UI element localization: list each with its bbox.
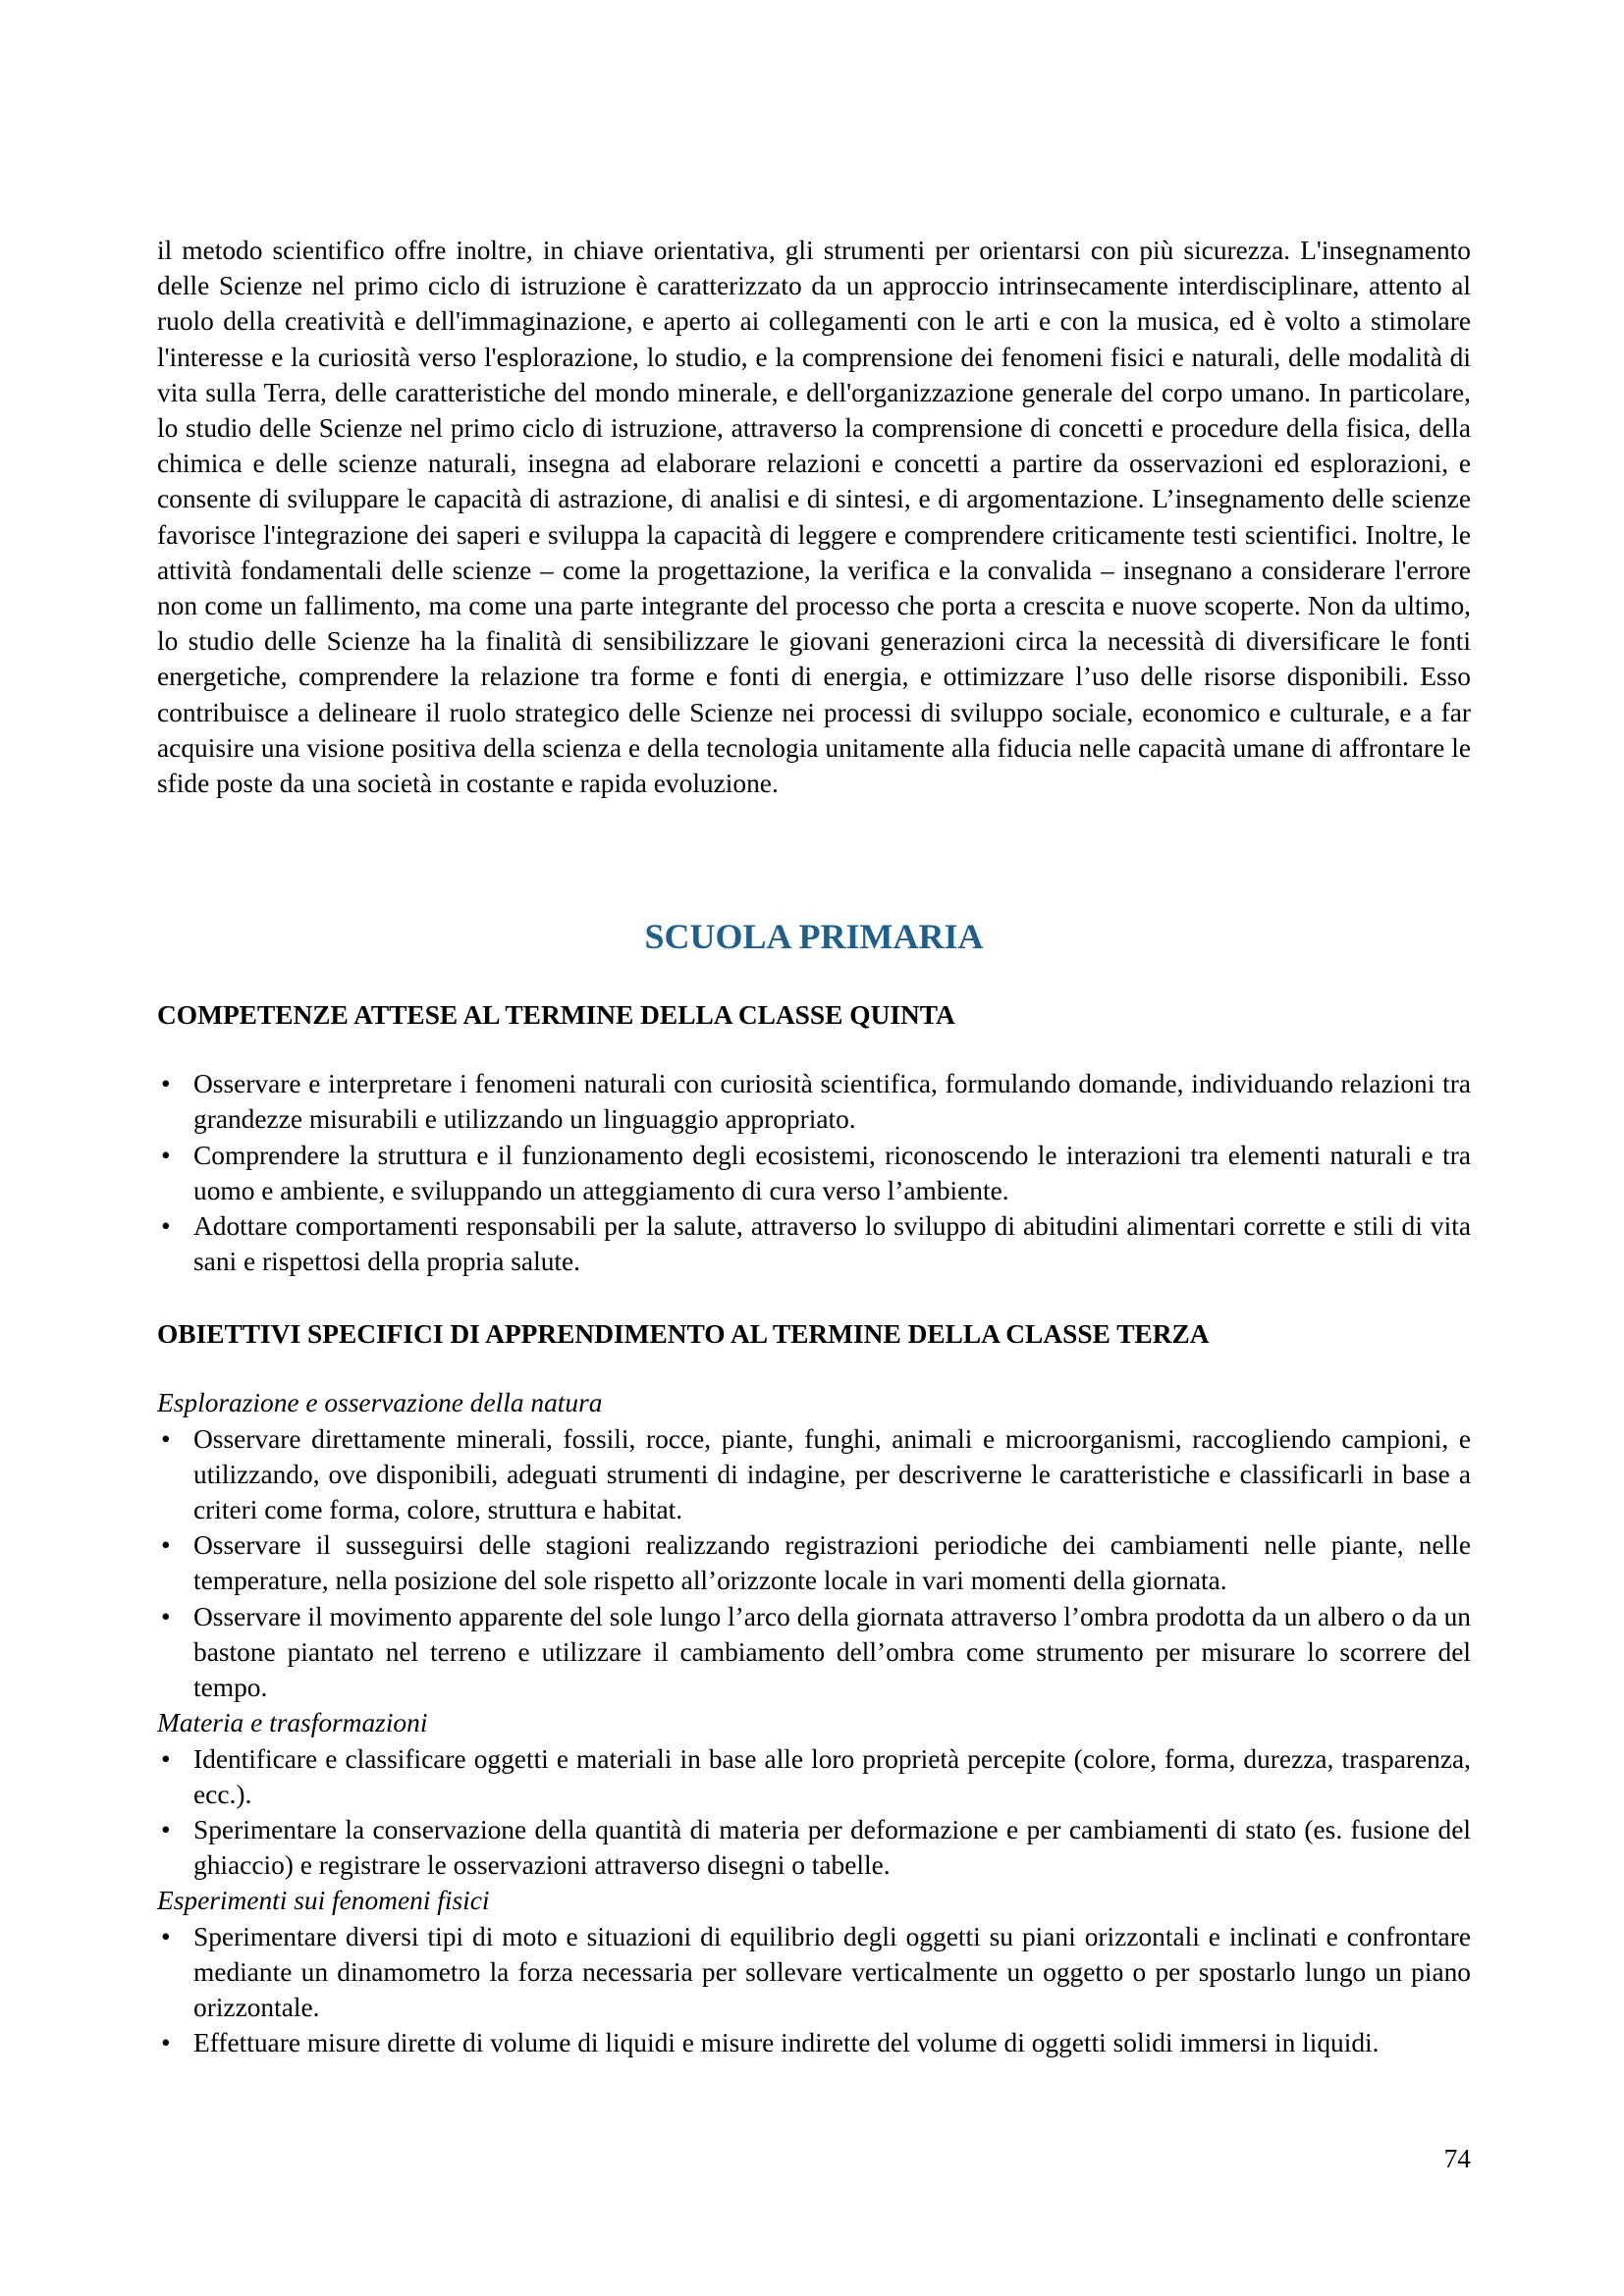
list-item: • Osservare e interpretare i fenomeni naturali con curiosità scientifica, formulando domande, individuando relazioni tra grandezze misurabili e utilizzando un linguaggio appropriato. xyxy=(157,1066,1471,1137)
list-item: • Osservare direttamente minerali, fossili, rocce, piante, funghi, animali e microorganismi, raccogliendo campioni, e utilizzando, ove disponibili, adeguati strumenti di indagine, per descriverne le caratteristiche e classificarli in base a criteri come forma, colore, struttura e habitat. xyxy=(157,1421,1471,1528)
intro-paragraph: il metodo scientifico offre inoltre, in chiave orientativa, gli strumenti per orientarsi con più sicurezza. L'insegnamento delle Scienze nel primo ciclo di istruzione è caratterizzato da un approccio intrinsecamente interdisciplinare, attento al ruolo della creatività e dell'immaginazione, e aperto ai collegamenti con le arti e con la musica, ed è volto a stimolare l'interesse e la curiosità verso l'esplorazione, lo studio, e la comprensione dei fenomeni fisici e naturali, delle modalità di vita sulla Terra, delle caratteristiche del mondo minerale, e dell'organizzazione generale del corpo umano. In particolare, lo studio delle Scienze nel primo ciclo di istruzione, attraverso la comprensione di concetti e procedure della fisica, della chimica e delle scienze naturali, insegna ad elaborare relazioni e concetti a partire da osservazioni ed esplorazioni, e consente di sviluppare le capacità di astrazione, di analisi e di sintesi, e di argomentazione. L’insegnamento delle scienze favorisce l'integrazione dei saperi e sviluppa la capacità di leggere e comprendere criticamente testi scientifici. Inoltre, le attività fondamentali delle scienze – come la progettazione, la verifica e la convalida – insegnano a considerare l'errore non come un fallimento, ma come una parte integrante del processo che porta a crescita e nuove scoperte. Non da ultimo, lo studio delle Scienze ha la finalità di sensibilizzare le giovani generazioni circa la necessità di diversificare le fonti energetiche, comprendere la relazione tra forme e fonti di energia, e ottimizzare l’uso delle risorse disponibili. Esso contribuisce a delineare il ruolo strategico delle Scienze nei processi di sviluppo sociale, economico e culturale, e a far acquisire una visione positiva della scienza e della tecnologia unitamente alla fiducia nelle capacità umane di affrontare le sfide poste da una società in costante e rapida evoluzione. xyxy=(157,236,1471,799)
list-item: • Adottare comportamenti responsabili per la salute, attraverso lo sviluppo di abitudini alimentari corrette e stili di vita sani e rispettosi della propria salute. xyxy=(157,1208,1471,1279)
topic-title: Esperimenti sui fenomeni fisici xyxy=(157,1886,490,1916)
list-item: • Osservare il movimento apparente del sole lungo l’arco della giornata attraverso l’ombra prodotta da un albero o da un bastone piantato nel terreno e utilizzare il cambiamento dell’ombra come strumento per misurare lo scorrere del tempo. xyxy=(157,1599,1471,1706)
list-item: • Sperimentare diversi tipi di moto e situazioni di equilibrio degli oggetti su piani orizzontali e inclinati e confrontare mediante un dinamometro la forza necessaria per sollevare verticalmente un oggetto o per spostarlo lungo un piano orizzontale. xyxy=(157,1919,1471,2026)
topic-list xyxy=(157,1919,1471,2061)
section-title: SCUOLA PRIMARIA xyxy=(644,917,984,957)
competenze-list xyxy=(157,1066,1471,1279)
obiettivi-heading: OBIETTIVI SPECIFICI DI APPRENDIMENTO AL TERMINE DELLA CLASSE TERZA xyxy=(157,1319,1210,1350)
document-page xyxy=(157,233,1471,2060)
list-item: • Comprendere la struttura e il funzionamento degli ecosistemi, riconoscendo le interazioni tra elementi naturali e tra uomo e ambiente, e sviluppando un atteggiamento di cura verso l’ambiente. xyxy=(157,1138,1471,1208)
competenze-heading: COMPETENZE ATTESE AL TERMINE DELLA CLASSE QUINTA xyxy=(157,1000,955,1031)
topic-list xyxy=(157,1421,1471,1706)
list-item: • Osservare il susseguirsi delle stagioni realizzando registrazioni periodiche dei cambiamenti nelle piante, nelle temperature, nella posizione del sole rispetto all’orizzonte locale in vari momenti della giornata. xyxy=(157,1527,1471,1598)
topic-title: Materia e trasformazioni xyxy=(157,1708,428,1738)
list-item: • Identificare e classificare oggetti e materiali in base alle loro proprietà percepite (colore, forma, durezza, trasparenza, ecc.). xyxy=(157,1741,1471,1812)
list-item: • Effettuare misure dirette di volume di liquidi e misure indirette del volume di oggetti solidi immersi in liquidi. xyxy=(157,2025,1471,2060)
topic-list xyxy=(157,1741,1471,1884)
page-number: 74 xyxy=(1443,2144,1471,2173)
list-item: • Sperimentare la conservazione della quantità di materia per deformazione e per cambiamenti di stato (es. fusione del ghiaccio) e registrare le osservazioni attraverso disegni o tabelle. xyxy=(157,1812,1471,1883)
topic-title: Esplorazione e osservazione della natura xyxy=(157,1388,603,1418)
